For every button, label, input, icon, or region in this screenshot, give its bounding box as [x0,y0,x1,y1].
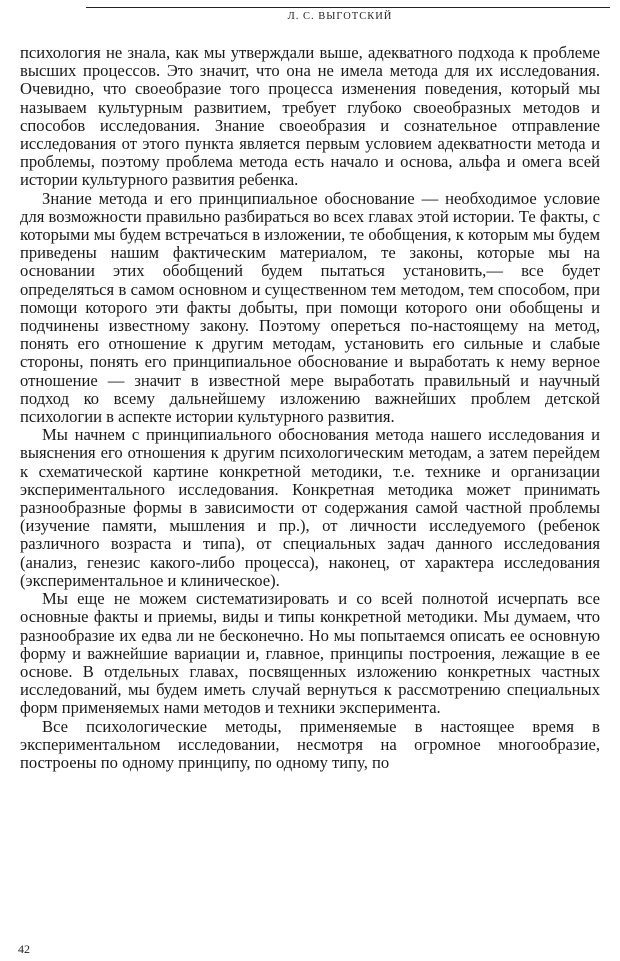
paragraph-1: психология не знала, как мы утверждали выше, адекватного подхода к проблеме высших процессов. Это значит, что она не имела метода для их исследования. Очевидно, что своеобразие того процесса изменения поведения, который мы называем культурным развитием, требует глубоко своеобразных методов и способов исследования. Знание своеобразия и сознательное отправление исследования от этого пункта является первым условием адекватности метода и проблемы, поэтому проблема метода есть начало и основа, альфа и омега всей истории культурного развития ребенка. [20,43,600,190]
header-rule [86,7,610,8]
page-number: 42 [18,942,30,956]
paragraph-2: Знание метода и его принципиальное обоснование — необходимое условие для возможности правильно разбираться во всех главах этой истории. Те факты, с которыми мы будем встречаться в изложении, те обобщения, к которым мы будем приведены нашим фактическим материалом, те законы, которые мы на основании этих обобщений будем пытаться установить,— все будет определяться в самом основном и существенном тем методом, тем способом, при помощи которого эти факты добыты, при помощи которого они обобщены и подчинены известному закону. Поэтому опереться по-настоящему на метод, понять его отношение к другим методам, установить его сильные и слабые стороны, понять его принципиальное обоснование и выработать к нему верное отношение — значит в известной мере выработать правильный и научный подход ко всему дальнейшему изложению важнейших проблем детской психологии в аспекте истории культурного развития. [20,188,600,427]
paragraph-5: Все психологические методы, применяемые в настоящее время в экспериментальном исследовании, несмотря на огромное многообразие, построены по одному принципу, по одному типу, по [20,716,600,772]
running-head: Л. С. ВЫГОТСКИЙ [287,11,393,22]
body-text [20,44,600,772]
paragraph-4: Мы еще не можем систематизировать и со всей полнотой исчерпать все основные факты и приемы, виды и типы конкретной методики. Мы думаем, что разнообразие их едва ли не бесконечно. Но мы попытаемся описать ее основную форму и важнейшие вариации и, главное, принципы построения, лежащие в ее основе. В отдельных главах, посвященных изложению конкретных частных исследований, мы будем иметь случай вернуться к рассмотрению специальных форм применяемых нами методов и техники эксперимента. [20,589,600,718]
paragraph-3: Мы начнем с принципиального обоснования метода нашего исследования и выяснения его отношения к другим психологическим методам, а затем перейдем к схематической картине конкретной методики, т.е. технике и организации экспериментального исследования. Конкретная методика может принимать разнообразные формы в зависимости от содержания самой частной проблемы (изучение памяти, мышления и пр.), от личности исследуемого (ребенок различного возраста и типа), от специальных задач данного исследования (анализ, генезис какого-либо процесса), наконец, от характера исследования (экспериментальное и клиническое). [20,425,600,590]
